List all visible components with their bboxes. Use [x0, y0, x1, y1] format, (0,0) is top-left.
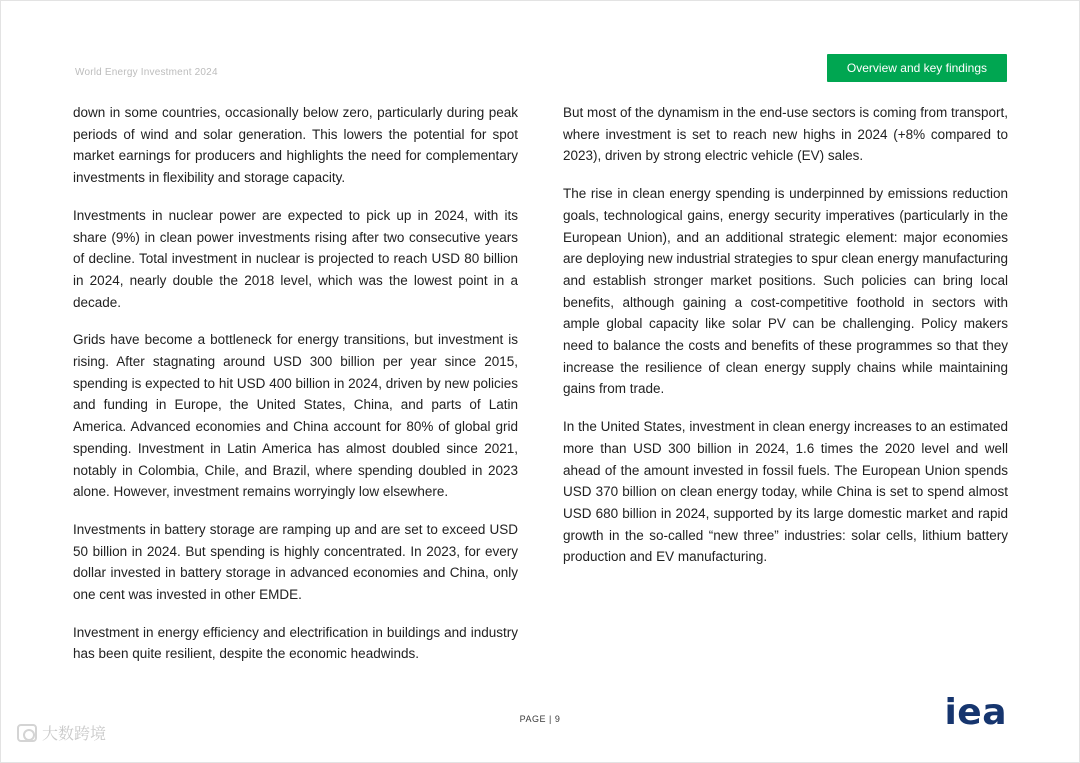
paragraph: Grids have become a bottleneck for energy transitions, but investment is rising. After stagnating around USD 300 billion per year since 2015, spending is expected to hit USD 400 billion in 2024, driven by new policies and funding in Europe, the United States, China, and parts of Latin America. Advanced economies and China account for 80% of global grid spending. Investment in Latin America has almost doubled since 2021, notably in Colombia, Chile, and Brazil, where spending doubled in 2023 alone. However, investment remains worryingly low elsewhere. — [73, 332, 518, 500]
section-badge: Overview and key findings — [827, 54, 1007, 82]
watermark — [17, 721, 106, 744]
paragraph: Investment in energy efficiency and electrification in buildings and industry has been quite resilient, despite the economic headwinds. — [73, 624, 518, 662]
paragraph: But most of the dynamism in the end-use sectors is coming from transport, where investment is set to reach new highs in 2024 (+8% compared to 2023), driven by strong electric vehicle (EV) sales. — [563, 105, 1008, 164]
left-column — [73, 102, 518, 681]
paragraph: The rise in clean energy spending is underpinned by emissions reduction goals, technological gains, energy security imperatives (particularly in the European Union), and an additional strategic element: major economies are deploying new industrial strategies to spur clean energy manufacturing and establish stronger market positions. Such policies can bring local benefits, although gaining a cost-competitive foothold in sectors with ample global capacity like solar PV can be challenging. Policy makers need to balance the costs and benefits of these programmes so that they increase the resilience of clean energy supply chains while maintaining gains from trade. — [563, 186, 1009, 397]
paragraph: Investments in battery storage are ramping up and are set to exceed USD 50 billion in 2024. But spending is highly concentrated. In 2023, for every dollar invested in battery storage in advanced economies and China, only one cent was invested in other EMDE. — [73, 521, 518, 603]
paragraph: Investments in nuclear power are expected to pick up in 2024, with its share (9%) in clean power investments rising after two consecutive years of decline. Total investment in nuclear is projected to reach USD 80 billion in 2024, nearly double the 2018 level, which was the lowest point in a decade. — [73, 207, 518, 310]
paragraph: down in some countries, occasionally below zero, particularly during peak periods of wind and solar generation. This lowers the potential for spot market earnings for producers and highlights the need for complementary investments in flexibility and storage capacity. — [73, 105, 518, 186]
iea-logo: iea — [944, 692, 1007, 733]
paragraph: In the United States, investment in clean energy increases to an estimated more than USD 300 billion in 2024, 1.6 times the 2020 level and well ahead of the amount invested in fossil fuels. The European Union spends USD 370 billion on clean energy today, while China is set to spend almost USD 680 billion in 2024, supported by its large domestic market and rapid growth in the so-called “new three” industries: solar cells, lithium battery production and EV manufacturing. — [563, 419, 1008, 565]
two-column-body — [73, 102, 1008, 681]
page-number: PAGE | 9 — [519, 714, 561, 724]
document-title: World Energy Investment 2024 — [75, 67, 218, 78]
watermark-text: 大数跨境 — [42, 726, 107, 743]
watermark-logo-icon — [17, 724, 37, 742]
right-column — [563, 102, 1008, 681]
